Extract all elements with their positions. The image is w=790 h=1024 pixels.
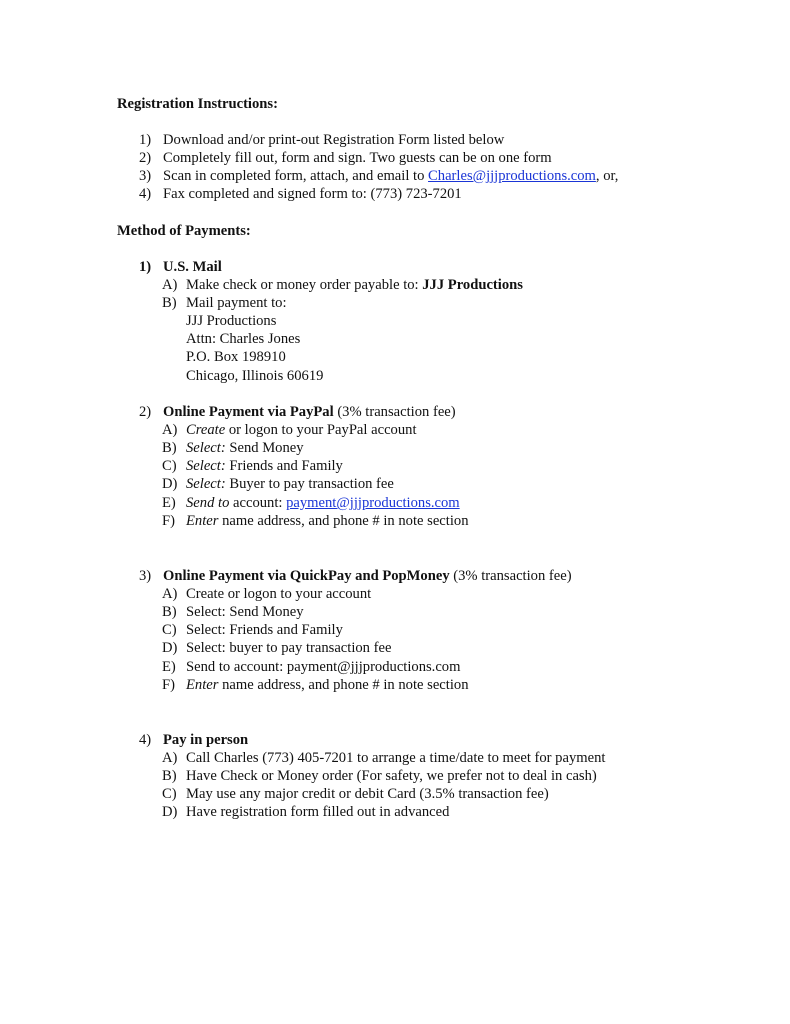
paypal-item-letter: F) (162, 513, 175, 529)
quickpay-item-verb: Enter (186, 677, 219, 693)
paypal-item-text (186, 421, 417, 439)
person-item-text: May use any major credit or debit Card (3.5% transaction fee) (186, 786, 549, 802)
payment-email-link[interactable]: payment@jjjproductions.com (286, 495, 460, 511)
paypal-title-line (163, 403, 456, 421)
registration-item-text: Fax completed and signed form to: (773) 723-7201 (163, 186, 462, 202)
person-item-letter: B) (162, 768, 177, 784)
paypal-item-rest: Send Money (225, 440, 304, 456)
mail-title: U.S. Mail (163, 259, 222, 275)
mail-item-letter: A) (162, 277, 178, 293)
mail-payable-text: Make check or money order payable to: (186, 277, 423, 293)
paypal-item-rest: or logon to your PayPal account (225, 422, 417, 438)
registration-item-text (163, 167, 618, 185)
quickpay-fee: (3% transaction fee) (449, 568, 572, 584)
quickpay-item-letter: A) (162, 586, 178, 602)
quickpay-item-letter: D) (162, 640, 178, 656)
paypal-item-letter: E) (162, 495, 176, 511)
quickpay-item-letter: C) (162, 622, 177, 638)
person-item-letter: C) (162, 786, 177, 802)
person-number: 4) (139, 732, 152, 748)
person-item-letter: A) (162, 750, 178, 766)
address-line: P.O. Box 198910 (186, 349, 286, 365)
address-line: Attn: Charles Jones (186, 331, 301, 347)
registration-item-text: Completely fill out, form and sign. Two guests can be on one form (163, 150, 552, 166)
payee-name: JJJ Productions (422, 277, 523, 293)
paypal-item-letter: D) (162, 476, 178, 492)
quickpay-item-rest: name address, and phone # in note section (218, 677, 469, 693)
mail-item-text: Mail payment to: (186, 295, 287, 311)
paypal-item-rest: name address, and phone # in note section (218, 513, 469, 529)
paypal-item-verb: Send to (186, 495, 230, 511)
paypal-fee: (3% transaction fee) (333, 404, 456, 420)
paypal-item-rest: Friends and Family (225, 458, 343, 474)
payments-heading: Method of Payments: (117, 223, 251, 239)
paypal-item-rest: account: (229, 495, 287, 511)
mail-item-text (186, 276, 523, 294)
registration-heading: Registration Instructions: (117, 96, 278, 112)
mail-number: 1) (139, 259, 152, 275)
registration-item-post: , or, (595, 168, 619, 184)
paypal-item-verb: Select: (186, 476, 226, 492)
person-item-text: Have registration form filled out in advanced (186, 804, 450, 820)
paypal-item-verb: Enter (186, 513, 219, 529)
person-item-text: Have Check or Money order (For safety, we prefer not to deal in cash) (186, 768, 597, 784)
quickpay-title-line (163, 567, 572, 585)
mail-item-letter: B) (162, 295, 177, 311)
person-item-text: Call Charles (773) 405-7201 to arrange a time/date to meet for payment (186, 750, 606, 766)
paypal-item-text (186, 439, 304, 457)
quickpay-item-text: Send to account: payment@jjjproductions.com (186, 659, 461, 675)
person-title: Pay in person (163, 732, 249, 748)
address-line: JJJ Productions (186, 313, 277, 329)
quickpay-item-text: Select: buyer to pay transaction fee (186, 640, 392, 656)
person-item-letter: D) (162, 804, 178, 820)
quickpay-item-letter: F) (162, 677, 175, 693)
paypal-title: Online Payment via PayPal (163, 404, 334, 420)
registration-item-number: 2) (139, 150, 152, 166)
quickpay-item-text: Select: Friends and Family (186, 622, 343, 638)
paypal-item-text (186, 457, 343, 475)
paypal-number: 2) (139, 404, 152, 420)
paypal-item-text (186, 475, 394, 493)
quickpay-title: Online Payment via QuickPay and PopMoney (163, 568, 450, 584)
quickpay-item-text: Create or logon to your account (186, 586, 372, 602)
paypal-item-text (186, 512, 469, 530)
paypal-item-text (186, 494, 460, 512)
paypal-item-rest: Buyer to pay transaction fee (225, 476, 394, 492)
charles-email-link[interactable]: Charles@jjjproductions.com (428, 168, 596, 184)
registration-item-number: 4) (139, 186, 152, 202)
quickpay-item-text (186, 676, 469, 694)
paypal-item-letter: A) (162, 422, 178, 438)
quickpay-item-letter: E) (162, 659, 176, 675)
quickpay-item-text: Select: Send Money (186, 604, 304, 620)
registration-item-text: Download and/or print-out Registration Form listed below (163, 132, 505, 148)
address-line: Chicago, Illinois 60619 (186, 368, 324, 384)
paypal-item-letter: B) (162, 440, 177, 456)
registration-item-number: 3) (139, 168, 152, 184)
paypal-item-letter: C) (162, 458, 177, 474)
registration-item-pre: Scan in completed form, attach, and email to (163, 168, 429, 184)
paypal-item-verb: Create (186, 422, 226, 438)
quickpay-number: 3) (139, 568, 152, 584)
registration-item-number: 1) (139, 132, 152, 148)
paypal-item-verb: Select: (186, 440, 226, 456)
paypal-item-verb: Select: (186, 458, 226, 474)
quickpay-item-letter: B) (162, 604, 177, 620)
